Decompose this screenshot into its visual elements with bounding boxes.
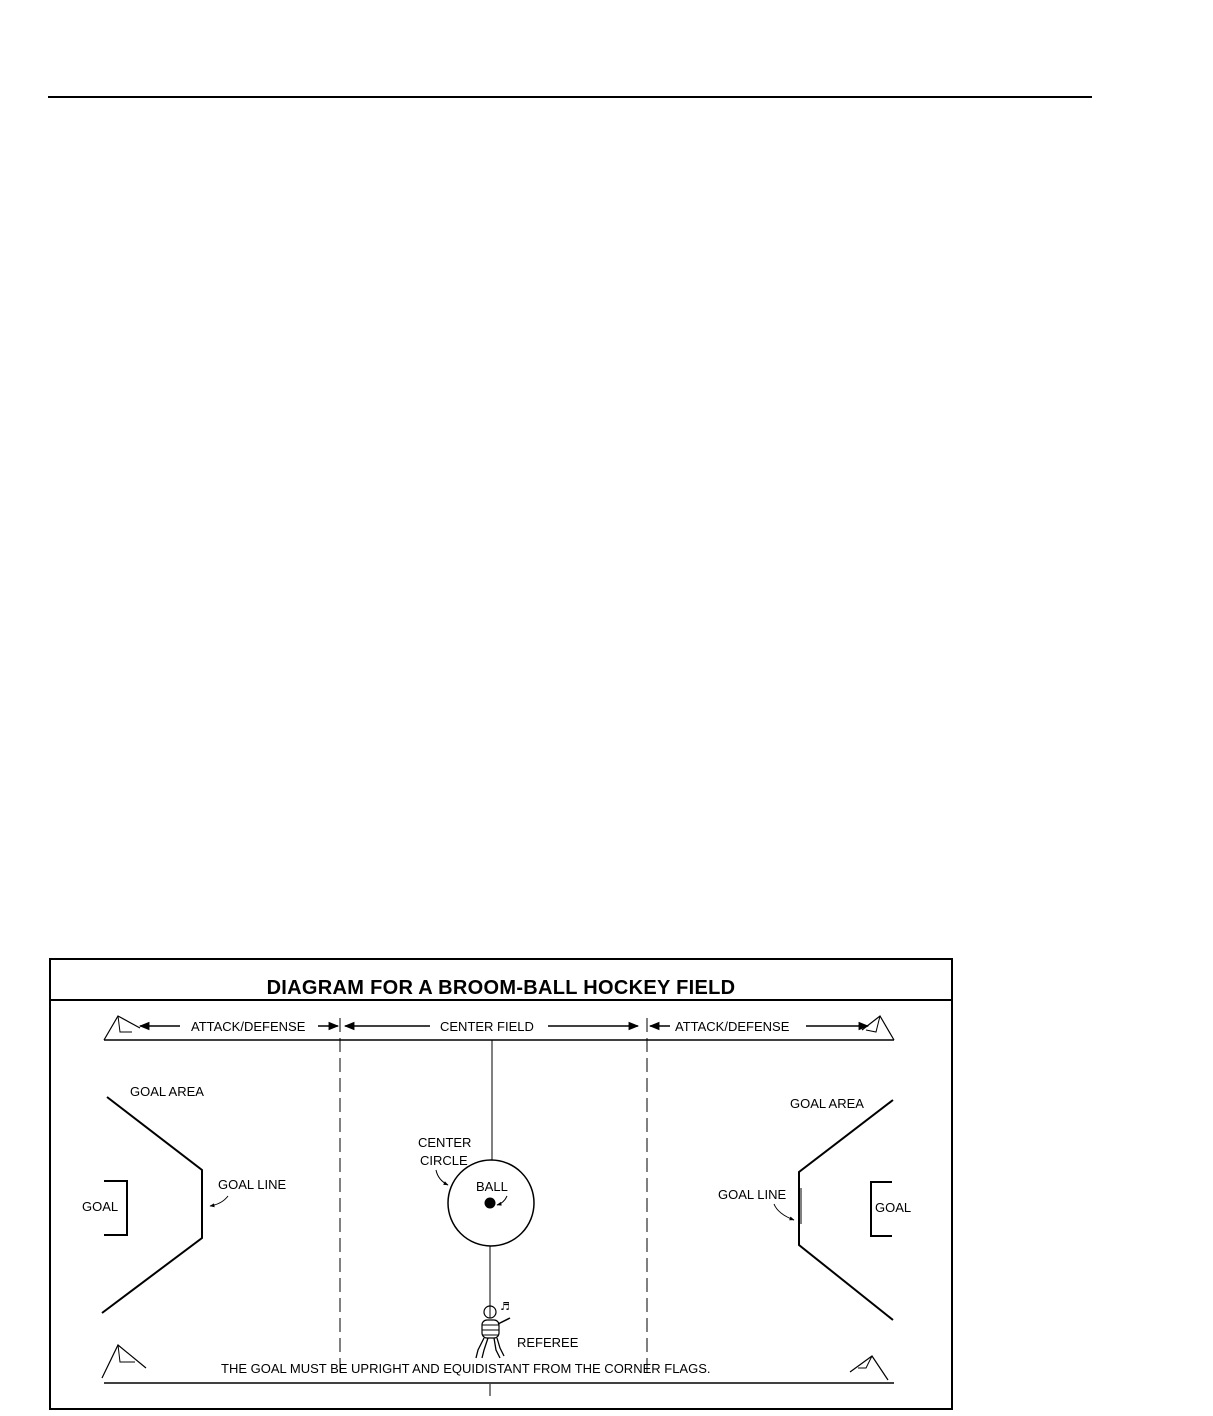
center-circle-label-line1: CENTER <box>418 1135 472 1150</box>
corner-flag-top-left-icon <box>104 1016 140 1040</box>
goal-line-right-pointer <box>774 1204 794 1220</box>
ball <box>485 1198 496 1209</box>
zone-label-attack-defense-right: ATTACK/DEFENSE <box>675 1019 790 1034</box>
ball-pointer <box>497 1196 507 1205</box>
goal-area-right-label: GOAL AREA <box>790 1096 864 1111</box>
referee-label: REFEREE <box>517 1335 579 1350</box>
diagram-title: DIAGRAM FOR A BROOM-BALL HOCKEY FIELD <box>51 960 951 1001</box>
center-circle-pointer <box>436 1170 448 1185</box>
zone-label-center-field: CENTER FIELD <box>440 1019 534 1034</box>
referee-icon <box>476 1300 510 1358</box>
ball-label: BALL <box>476 1179 508 1194</box>
goal-line-left-pointer <box>210 1196 228 1206</box>
corner-flag-top-right-icon <box>862 1016 894 1040</box>
svg-text:♬: ♬ <box>500 1300 510 1313</box>
goal-line-left-label: GOAL LINE <box>218 1177 287 1192</box>
goal-left-label: GOAL <box>82 1199 119 1214</box>
center-circle-label-line2: CIRCLE <box>420 1153 468 1168</box>
zone-label-attack-defense-left: ATTACK/DEFENSE <box>191 1019 306 1034</box>
corner-flag-bottom-left-icon <box>102 1345 146 1378</box>
goal-right-label: GOAL <box>875 1200 912 1215</box>
goal-line-right-label: GOAL LINE <box>718 1187 787 1202</box>
footer-note: THE GOAL MUST BE UPRIGHT AND EQUIDISTANT FROM THE CORNER FLAGS. <box>221 1361 711 1376</box>
corner-flag-bottom-right-icon <box>850 1356 888 1380</box>
goal-area-left-label: GOAL AREA <box>130 1084 204 1099</box>
